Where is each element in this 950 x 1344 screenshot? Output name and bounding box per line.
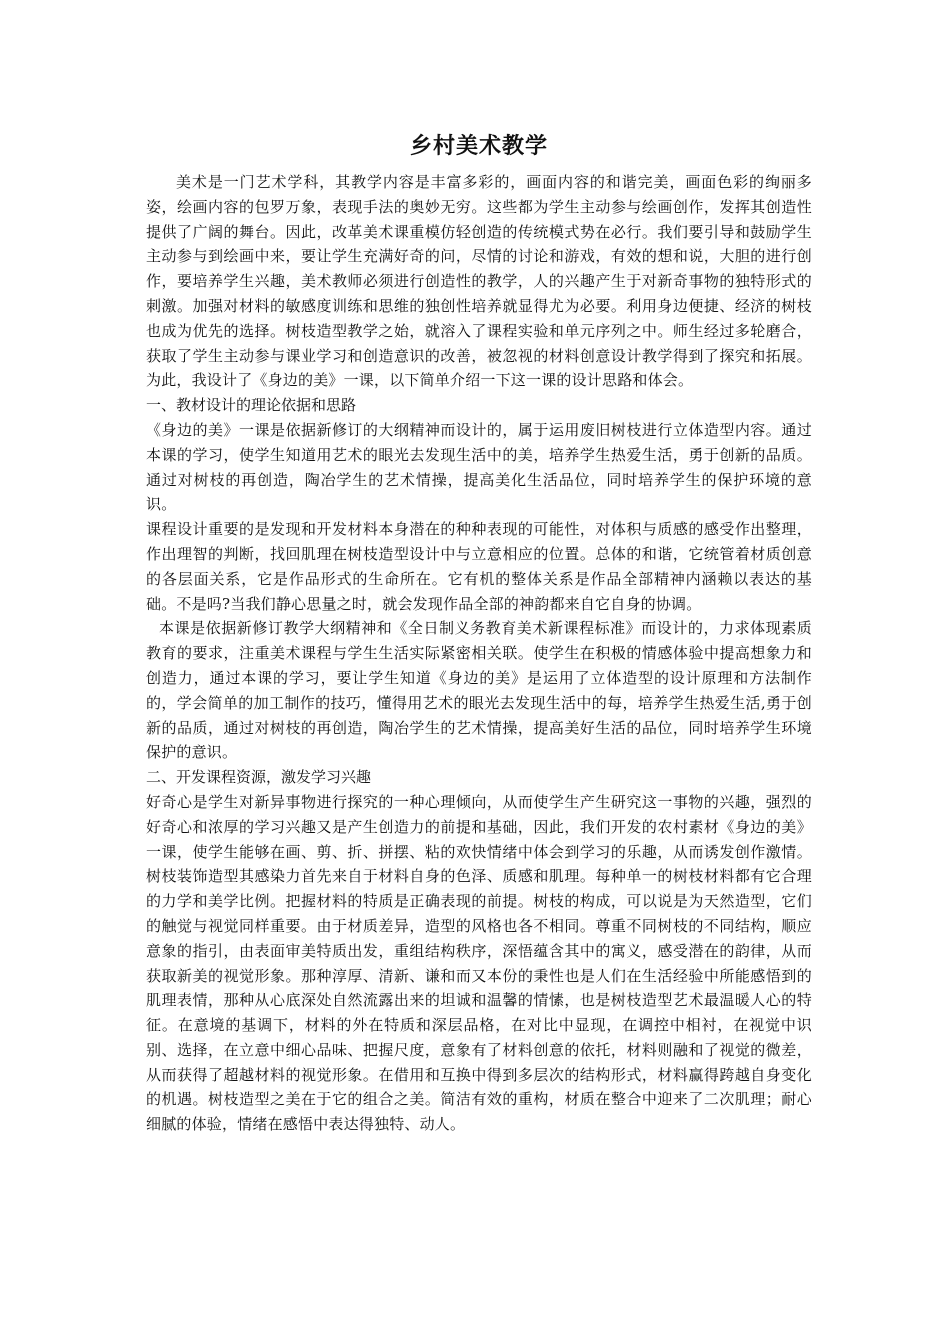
document-title: 乡村美术教学 bbox=[409, 134, 548, 159]
paragraph-section2-a: 好奇心是学生对新异事物进行探究的一种心理倾向，从而使学生产生研究这一事物的兴趣，强烈的好奇心和浓厚的学习兴趣又是产生创造力的前提和基础，因此，我们开发的农村素材《身边的美》一课，使学生能够在画、剪、折、拼摆、粘的欢快情绪中体会到学习的乐趣，从而诱发创作激情。树枝装饰造型其感染力首先来自于材料自身的色泽、质感和肌理。每种单一的树枝材料都有它合理的力学和美学比例。把握材料的特质是正确表现的前提。树枝的构成，可以说是为天然造型，它们的触觉与视觉同样重要。由于材质差异，造型的风格也各不相同。尊重不同树枝的不同结构，顺应意象的指引，由表面审美特质出发，重组结构秩序，深悟蕴含其中的寓义，感受潜在的韵律，从而获取新美的视觉形象。那种淳厚、清新、谦和而又本份的秉性也是人们在生活经验中所能感悟到的肌理表情，那种从心底深处自然流露出来的坦诚和温馨的情愫，也是树枝造型艺术最温暖人心的特征。在意境的基调下，材料的外在特质和深层品格，在对比中显现，在调控中相衬，在视觉中识别、选择，在立意中细心品味、把握尺度，意象有了材料创意的依托，材料则融和了视觉的微差，从而获得了超越材料的视觉形象。在借用和互换中得到多层次的结构形式，材料赢得跨越自身变化的机遇。树枝造型之美在于它的组合之美。简洁有效的重构，材质在整合中迎来了二次肌理；耐心细腻的体验，情绪在感悟中表达得独特、动人。 bbox=[146, 792, 812, 1134]
paragraph-intro: 美术是一门艺术学科，其教学内容是丰富多彩的，画面内容的和谐完美，画面色彩的绚丽多姿，绘画内容的包罗万象，表现手法的奥妙无穷。这些都为学生主动参与绘画创作，发挥其创造性提供了广阔的舞台。因此，改革美术课重模仿轻创造的传统模式势在必行。我们要引导和鼓励学生主动参与到绘画中来，要让学生充满好奇的问，尽情的讨论和游戏，有效的想和说，大胆的进行创作，要培养学生兴趣，美术教师必须进行创造性的教学，人的兴趣产生于对新奇事物的独特形式的刺激。加强对材料的敏感度训练和思维的独创性培养就显得尤为必要。利用身边便捷、经济的树枝也成为优先的选择。树枝造型教学之始，就溶入了课程实验和单元序列之中。师生经过多轮磨合，获取了学生主动参与课业学习和创造意识的改善，被忽视的材料创意设计教学得到了探究和拓展。为此，我设计了《身边的美》一课，以下简单介绍一下这一课的设计思路和体会。 bbox=[146, 173, 812, 390]
document-page bbox=[146, 128, 812, 1137]
paragraph-section1-b: 课程设计重要的是发现和开发材料本身潜在的种种表现的可能性，对体积与质感的感受作出整理，作出理智的判断，找回肌理在树枝造型设计中与立意相应的位置。总体的和谐，它统管着材质创意的各层面关系，它是作品形式的生命所在。它有机的整体关系是作品全部精神内涵赖以表达的基础。不是吗?当我们静心思量之时，就会发现作品全部的神韵都来自它自身的协调。 bbox=[146, 520, 812, 613]
paragraph-section1-a: 《身边的美》一课是依据新修订的大纲精神而设计的，属于运用废旧树枝进行立体造型内容。通过本课的学习，使学生知道用艺术的眼光去发现生活中的美，培养学生热爱生活，勇于创新的品质。通过对树枝的再创造，陶冶学生的艺术情操，提高美化生活品位，同时培养学生的保护环境的意识。 bbox=[146, 420, 812, 514]
section-heading-2: 二、开发课程资源，激发学习兴趣 bbox=[146, 768, 372, 787]
paragraph-section1-c: 本课是依据新修订教学大纲精神和《全日制义务教育美术新课程标准》而设计的，力求体现素质教育的要求，注重美术课程与学生生活实际紧密相关联。使学生在积极的情感体验中提高想象力和创造力，通过本课的学习，要让学生知道《身边的美》是运用了立体造型的设计原理和方法制作的，学会简单的加工制作的技巧，懂得用艺术的眼光去发现生活中的每，培养学生热爱生活,勇于创新的品质，通过对树枝的再创造，陶冶学生的艺术情操，提高美好生活的品位，同时培养学生环境保护的意识。 bbox=[146, 619, 812, 762]
section-heading-1: 一、教材设计的理论依据和思路 bbox=[146, 396, 357, 415]
